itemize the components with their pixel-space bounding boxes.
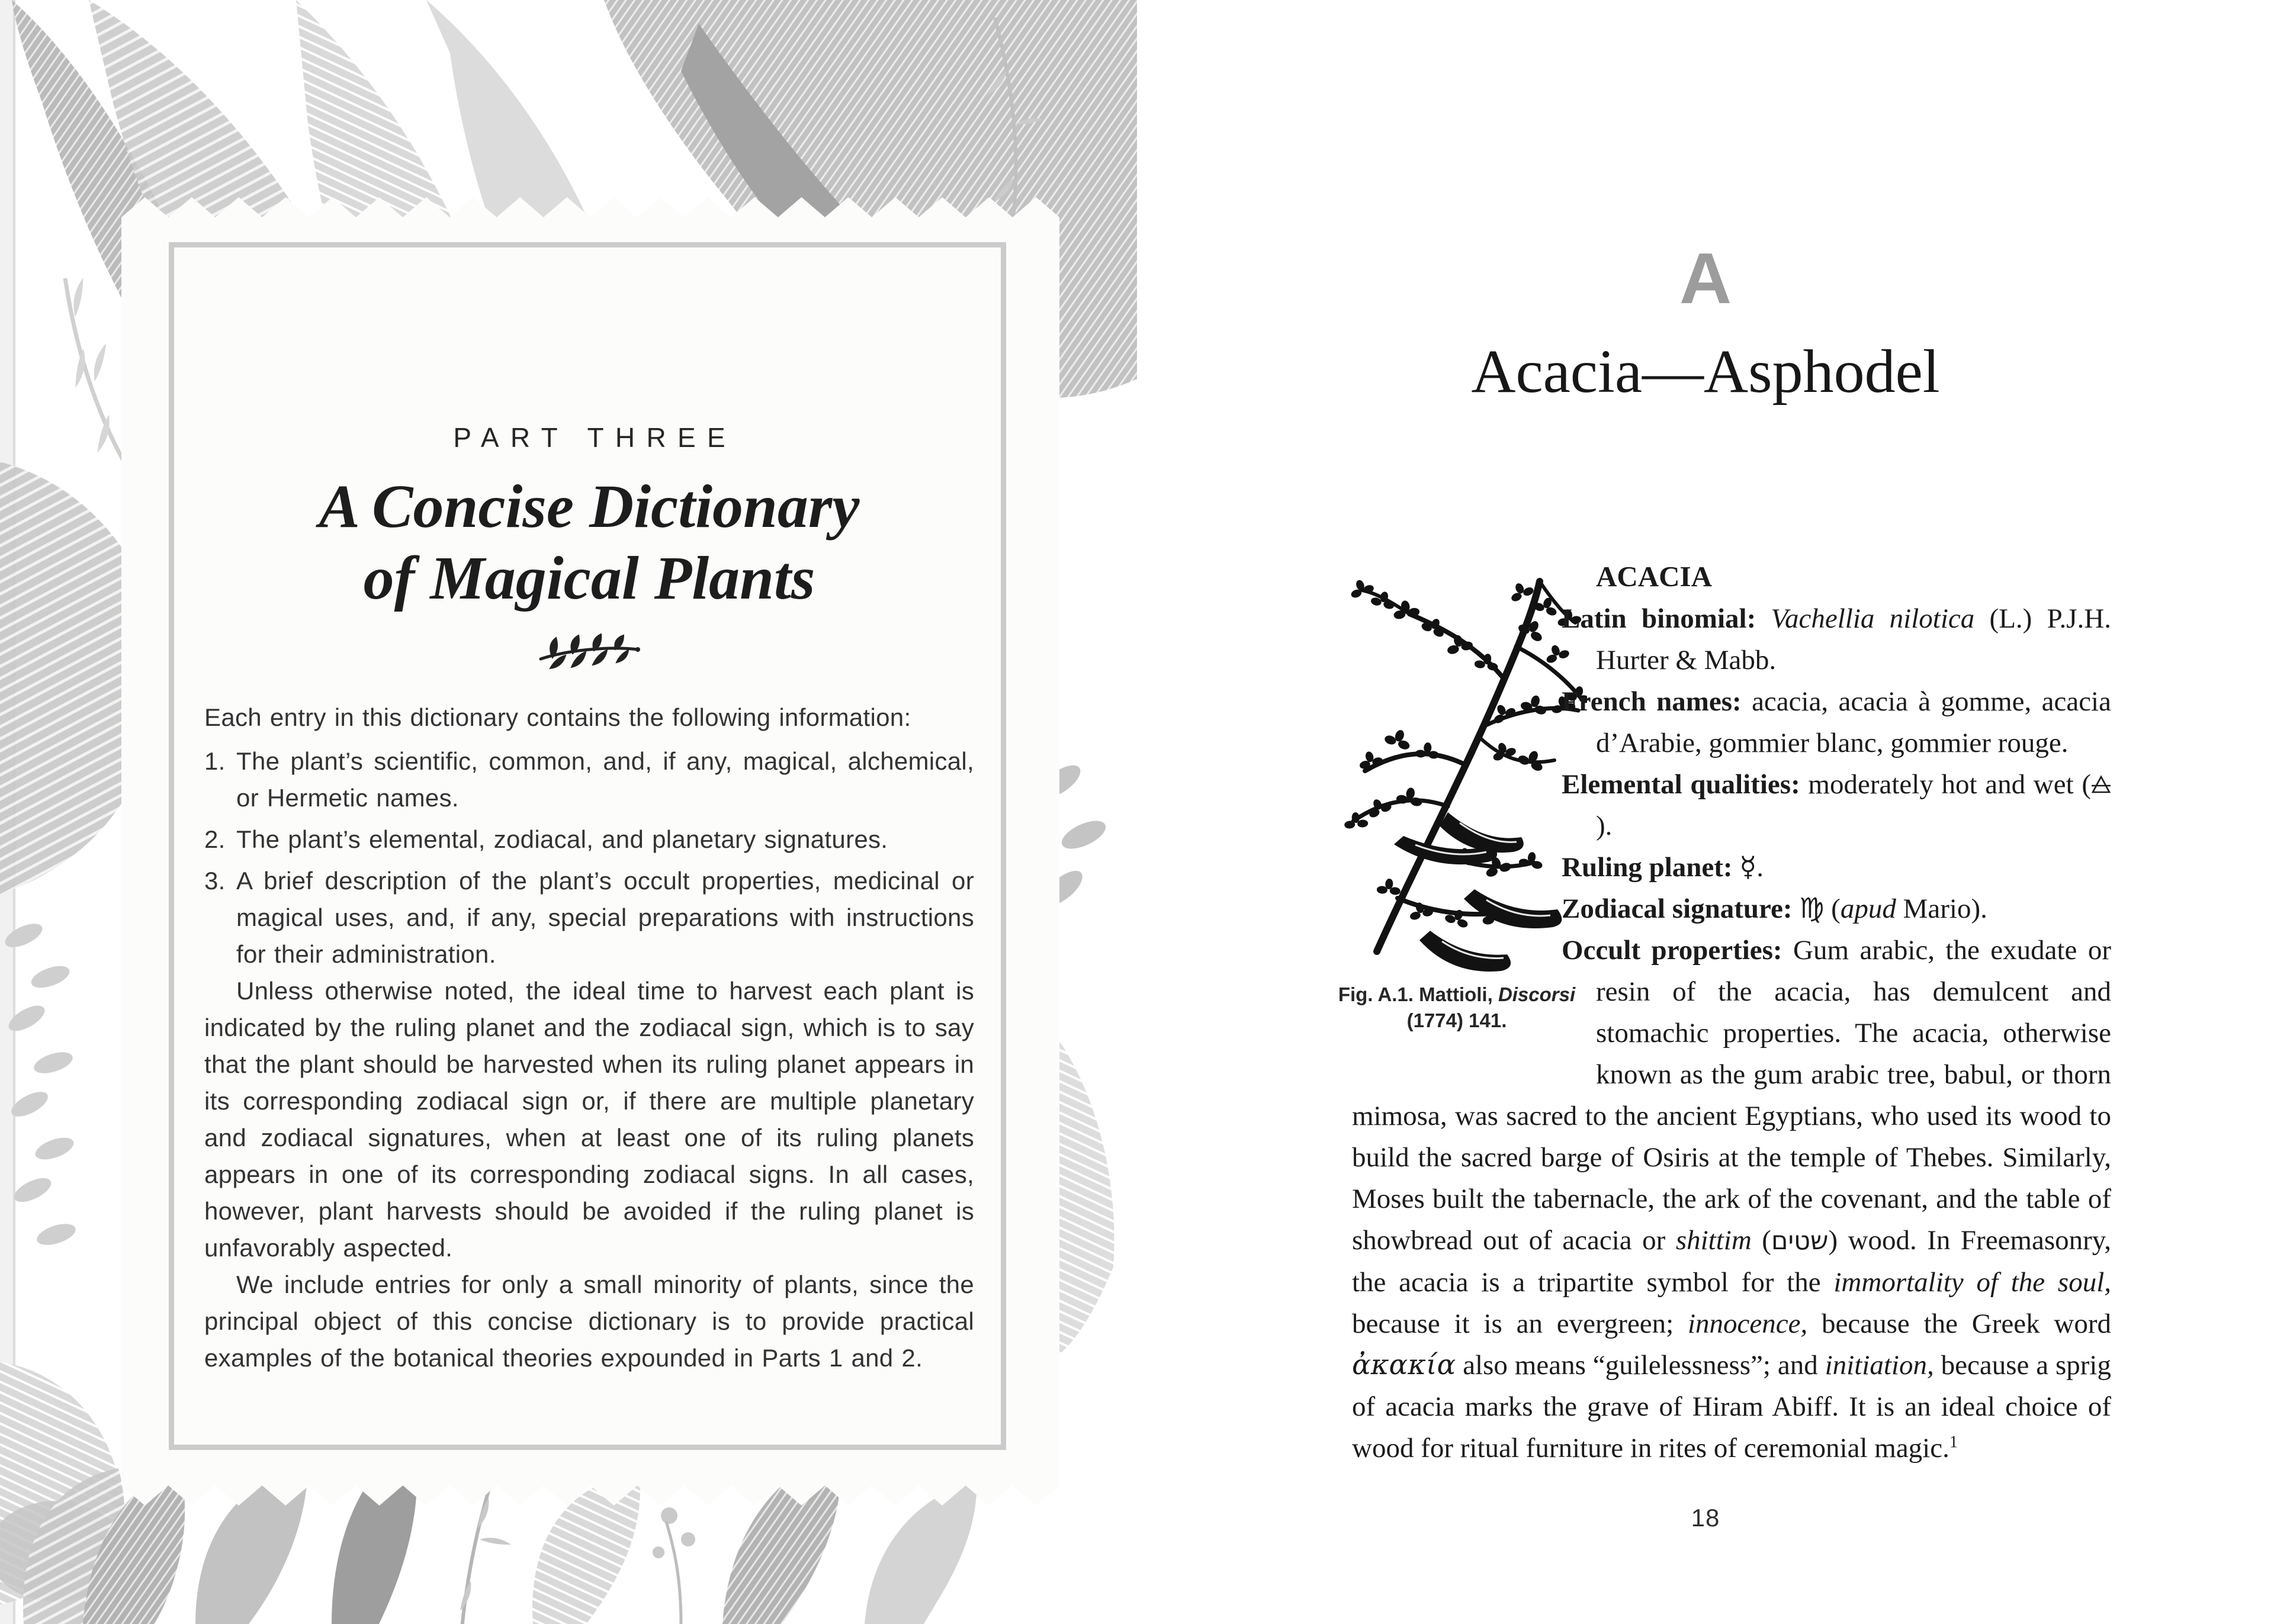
figure-caption-work-title: Discorsi [1498, 983, 1576, 1005]
footnote-marker: 1 [1949, 1433, 1958, 1452]
list-item [204, 863, 974, 973]
harvest-paragraph: Unless otherwise noted, the ideal time to harvest each plant is indicated by the ruling planet and the zodiacal sign, which is to say that the plant should be harvested when its ruling planet appears in its corresponding zodiacal sign or, if there are multiple planetary and zodiacal signatures, when at least one of its ruling planets appears in one of its corresponding zodiacal signs. In all cases, however, plant harvests should be avoided if the ruling planet is unfavorably aspected. [204, 977, 974, 1262]
right-page [1137, 0, 2274, 1624]
entry-field-ruling-planet: Ruling planet: ☿. [1562, 851, 1764, 883]
entry-field-latin-binomial: Latin binomial: Vachellia nilotica (L.) P.J.H. Hurter & Mabb. [1562, 603, 2111, 676]
acacia-woodcut-icon [1326, 558, 1587, 972]
part-title [204, 471, 974, 614]
intro-sentence: Each entry in this dictionary contains the following information: [204, 703, 911, 732]
entry-contents-list [204, 743, 974, 973]
list-item-number: 2. [204, 825, 226, 854]
figure-caption: Fig. A.1. Mattioli, Discorsi (1774) 141. [1338, 983, 1576, 1031]
entry-field-french-names: French names: acacia, acacia à gomme, acacia d’Arabie, gommier blanc, gommier rouge. [1562, 686, 2111, 758]
virgo-symbol: ♍ [1799, 892, 1825, 925]
section-title: Acacia—Asphodel [1471, 337, 1940, 406]
entry-field-elemental-qualities: Elemental qualities: moderately hot and wet (). [1318, 764, 2111, 847]
part-title-line2: of Magical Plants [363, 544, 815, 612]
part-opener-content [204, 422, 974, 1377]
list-item-text: The plant’s elemental, zodiacal, and planetary signatures. [236, 825, 888, 854]
laurel-sprig-icon [536, 632, 643, 673]
section-letter: A [1679, 238, 1732, 319]
list-item-text: The plant’s scientific, common, and, if any, magical, alchemical, or Hermetic names. [236, 747, 974, 812]
greek-akakia: ἀκακία [1352, 1349, 1456, 1381]
part-title-line1: A Concise Dictionary [319, 472, 860, 541]
alchemical-air-icon [2091, 774, 2111, 795]
list-item [204, 821, 974, 858]
part-kicker: PART THREE [453, 422, 737, 453]
acacia-entry [1318, 555, 2111, 1469]
part-intro-copy [204, 699, 974, 1377]
scope-paragraph: We include entries for only a small minority of plants, since the principal object of this concise dictionary is to provide practical examples of the botanical theories expounded in Parts 1 and 2. [204, 1271, 974, 1372]
list-item-text: A brief description of the plant’s occult properties, medicinal or magical uses, and, if any, special preparations with instructions for their administration. [236, 867, 974, 969]
list-item-number: 1. [204, 747, 226, 776]
page-number: 18 [1691, 1504, 1720, 1532]
entry-headword: ACACIA [1596, 560, 1712, 593]
hebrew-shittim: שטים [1771, 1226, 1829, 1256]
list-item [204, 743, 974, 816]
entry-field-occult-properties: Occult properties: Gum arabic, the exudate or resin of the acacia, has demulcent and stomachic properties. The acacia, otherwise known as the gum arabic tree, babul, or thorn mimosa, was sacred to the ancient Egyptians, who used its wood to build the sacred barge of Osiris at the temple of Thebes. Similarly, Moses built the tabernacle, the ark of the covenant, and the table of showbread out of acacia or shittim (שטים) wood. In Freemasonry, the acacia is a tripartite symbol for the immortality of the soul, because it is an evergreen; innocence, because the Greek word ἀκακία also means “guilelessness”; and initiation, because a sprig of acacia marks the grave of Hiram Abiff. It is an ideal choice of wood for ritual furniture in rites of ceremonial magic.$^1$ [1352, 935, 2112, 1464]
list-item-number: 3. [204, 867, 226, 895]
figure-block [1318, 555, 1596, 1095]
entry-field-zodiacal-signature: Zodiacal signature: ♍ (apud Mario). [1562, 892, 1987, 925]
mercury-symbol: ☿ [1739, 851, 1757, 883]
